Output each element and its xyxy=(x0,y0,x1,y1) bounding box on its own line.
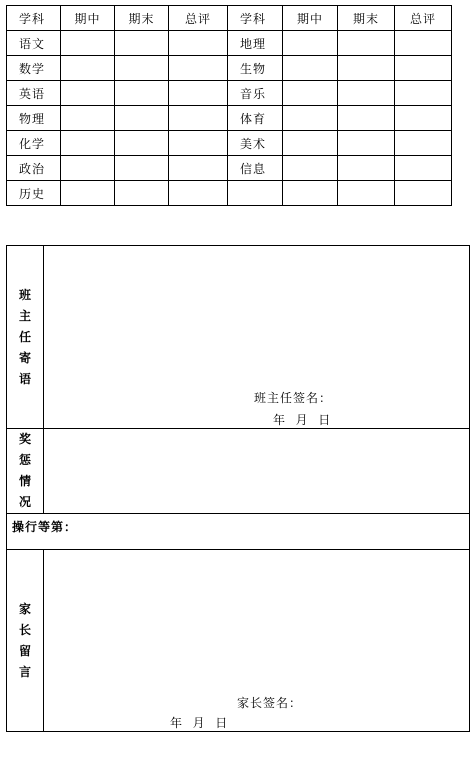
score-cell[interactable] xyxy=(61,106,115,131)
score-cell[interactable] xyxy=(283,106,338,131)
score-cell[interactable] xyxy=(338,181,395,206)
label-char: 主 xyxy=(18,308,31,323)
subject-cell xyxy=(228,181,283,206)
parent-date-label: 年 月 日 xyxy=(170,716,229,730)
subject-cell: 生物 xyxy=(228,56,283,81)
label-char: 家 xyxy=(18,601,31,616)
label-char: 寄 xyxy=(18,350,31,365)
score-cell[interactable] xyxy=(283,81,338,106)
score-cell[interactable] xyxy=(395,106,452,131)
score-cell[interactable] xyxy=(115,106,169,131)
score-cell[interactable] xyxy=(115,181,169,206)
score-cell[interactable] xyxy=(338,156,395,181)
score-cell[interactable] xyxy=(169,131,228,156)
header-subject-left: 学科 xyxy=(7,6,61,31)
parent-comment-row xyxy=(7,550,470,732)
header-midterm-right: 期中 xyxy=(283,6,338,31)
table-row xyxy=(7,56,452,81)
score-cell[interactable] xyxy=(283,181,338,206)
score-cell[interactable] xyxy=(169,156,228,181)
label-char: 言 xyxy=(18,664,31,679)
header-overall-right: 总评 xyxy=(395,6,452,31)
score-cell[interactable] xyxy=(338,106,395,131)
table-row xyxy=(7,106,452,131)
teacher-signature-label: 班主任签名： xyxy=(254,391,333,405)
label-char: 语 xyxy=(18,371,31,386)
score-cell[interactable] xyxy=(338,81,395,106)
score-cell[interactable] xyxy=(169,106,228,131)
teacher-comment-row xyxy=(7,246,470,429)
score-cell[interactable] xyxy=(115,81,169,106)
header-midterm-left: 期中 xyxy=(61,6,115,31)
award-label xyxy=(7,429,44,514)
score-cell[interactable] xyxy=(115,56,169,81)
grade-header-row xyxy=(7,6,452,31)
subject-cell: 语文 xyxy=(7,31,61,56)
score-cell[interactable] xyxy=(283,131,338,156)
subject-cell: 信息 xyxy=(228,156,283,181)
score-cell[interactable] xyxy=(61,156,115,181)
award-box[interactable] xyxy=(44,429,470,514)
parent-signature-label: 家长签名： xyxy=(237,696,303,710)
label-char: 奖 xyxy=(18,432,31,446)
label-char: 情 xyxy=(18,474,31,488)
score-cell[interactable] xyxy=(169,31,228,56)
score-cell[interactable] xyxy=(395,181,452,206)
label-char: 留 xyxy=(18,643,31,658)
teacher-date-label: 年 月 日 xyxy=(273,413,332,427)
score-cell[interactable] xyxy=(61,81,115,106)
score-cell[interactable] xyxy=(395,131,452,156)
award-row xyxy=(7,429,470,514)
label-char: 惩 xyxy=(18,453,31,467)
parent-comment-label xyxy=(7,550,44,732)
teacher-comment-label xyxy=(7,246,44,429)
table-row xyxy=(7,81,452,106)
subject-cell: 物理 xyxy=(7,106,61,131)
score-cell[interactable] xyxy=(395,56,452,81)
subject-cell: 地理 xyxy=(228,31,283,56)
parent-comment-box[interactable] xyxy=(44,550,470,732)
score-cell[interactable] xyxy=(169,56,228,81)
score-cell[interactable] xyxy=(283,156,338,181)
subject-cell: 历史 xyxy=(7,181,61,206)
header-final-right: 期末 xyxy=(338,6,395,31)
table-row xyxy=(7,131,452,156)
header-overall-left: 总评 xyxy=(169,6,228,31)
ranking-row xyxy=(7,514,470,550)
subject-cell: 化学 xyxy=(7,131,61,156)
score-cell[interactable] xyxy=(61,181,115,206)
score-cell[interactable] xyxy=(169,181,228,206)
subject-cell: 英语 xyxy=(7,81,61,106)
score-cell[interactable] xyxy=(115,131,169,156)
table-row xyxy=(7,156,452,181)
subject-cell: 美术 xyxy=(228,131,283,156)
score-cell[interactable] xyxy=(283,31,338,56)
subject-cell: 音乐 xyxy=(228,81,283,106)
score-cell[interactable] xyxy=(61,31,115,56)
comment-table xyxy=(6,245,470,732)
header-subject-right: 学科 xyxy=(228,6,283,31)
table-row xyxy=(7,181,452,206)
grade-table xyxy=(6,5,452,206)
score-cell[interactable] xyxy=(338,56,395,81)
score-cell[interactable] xyxy=(283,56,338,81)
subject-cell: 体育 xyxy=(228,106,283,131)
score-cell[interactable] xyxy=(115,31,169,56)
score-cell[interactable] xyxy=(395,81,452,106)
score-cell[interactable] xyxy=(395,156,452,181)
score-cell[interactable] xyxy=(395,31,452,56)
label-char: 况 xyxy=(18,495,31,509)
score-cell[interactable] xyxy=(61,131,115,156)
label-char: 班 xyxy=(18,287,31,302)
subject-cell: 数学 xyxy=(7,56,61,81)
conduct-grade-label: 操行等第： xyxy=(12,520,78,534)
table-row xyxy=(7,31,452,56)
score-cell[interactable] xyxy=(169,81,228,106)
label-char: 长 xyxy=(18,622,31,637)
teacher-comment-box[interactable] xyxy=(44,246,470,429)
header-final-left: 期末 xyxy=(115,6,169,31)
conduct-grade-field[interactable] xyxy=(7,514,470,550)
score-cell[interactable] xyxy=(61,56,115,81)
score-cell[interactable] xyxy=(338,131,395,156)
subject-cell: 政治 xyxy=(7,156,61,181)
label-char: 任 xyxy=(18,329,31,344)
score-cell[interactable] xyxy=(115,156,169,181)
score-cell[interactable] xyxy=(338,31,395,56)
